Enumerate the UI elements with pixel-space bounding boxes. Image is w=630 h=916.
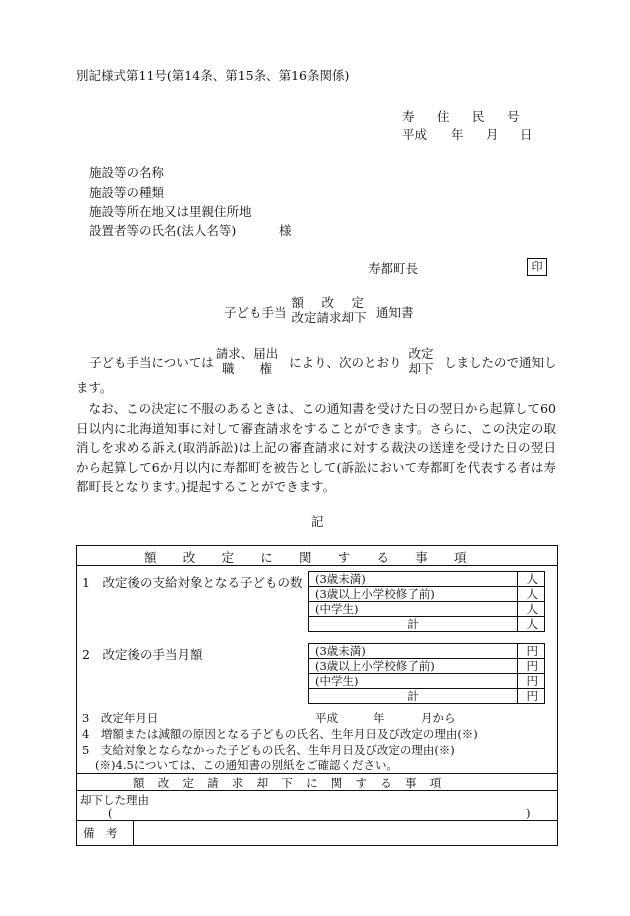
body-line1-a: 子ども手当については xyxy=(89,355,214,370)
divider xyxy=(76,773,558,774)
doc-number: 寿 住 民 号 xyxy=(402,109,525,124)
rejection-paren-open: ( xyxy=(108,806,113,820)
row-unit: 円 xyxy=(518,659,545,674)
table-row xyxy=(309,602,545,617)
row-label: (3歳未満) xyxy=(309,572,518,587)
date-day: 日 xyxy=(520,127,533,142)
facility-type-label: 施設等の種類 xyxy=(89,185,165,200)
row-unit: 人 xyxy=(518,617,545,632)
title-suffix: 通知書 xyxy=(376,305,414,320)
date-era: 平成 xyxy=(402,127,428,142)
choice-request: 請求、届出 xyxy=(215,346,279,361)
body-paragraph-appeal: なお、この決定に不服のあるときは、この通知書を受けた日の翌日から起算して60日以内に北海道知事に対して審査請求をすることができます。さらに、この決定の取消しを求める訴え(取消訴訟)は上記の審査請求に対する裁決の送達を受けた日の翌日から起算して6か月以内に寿都町を被告として(訴訟において寿都町を代表する者は寿都町長となります。)提起することができます。 xyxy=(76,401,556,494)
item2-label: 2 改定後の手当月額 xyxy=(82,647,203,662)
table-row xyxy=(309,617,545,632)
title-options xyxy=(290,295,368,325)
ki-heading: 記 xyxy=(311,514,324,529)
date-month: 月 xyxy=(486,127,499,142)
item3-label: 3 改定年月日 xyxy=(82,711,159,725)
table-row xyxy=(309,587,545,602)
section-rejection-header: 額改定請求却下に関する事項 xyxy=(133,776,455,790)
row-unit: 円 xyxy=(518,674,545,689)
row-label: (3歳以上小学校修了前) xyxy=(309,659,518,674)
row-unit: 人 xyxy=(518,587,545,602)
row-unit: 円 xyxy=(518,689,545,704)
row-label: 計 xyxy=(309,689,518,704)
rejection-paren-close: ) xyxy=(526,806,531,820)
item3-month: 月から xyxy=(421,711,456,725)
divider xyxy=(76,565,558,566)
issuer-title: 寿都町長 xyxy=(368,261,419,276)
row-label: (中学生) xyxy=(309,674,518,689)
children-count-table xyxy=(308,571,545,632)
row-label: (中学生) xyxy=(309,602,518,617)
title-prefix: 子ども手当 xyxy=(224,305,287,320)
row-label: 計 xyxy=(309,617,518,632)
item5-label: 5 支給対象とならなかった子どもの氏名、生年月日及び改定の理由(※) xyxy=(82,743,455,757)
item3-year: 年 xyxy=(373,711,385,725)
divider xyxy=(133,820,134,846)
honorific: 様 xyxy=(279,223,292,238)
table-row xyxy=(309,572,545,587)
seal-mark: 印 xyxy=(527,258,547,276)
choice-revise: 改定 xyxy=(408,346,434,361)
item3-era: 平成 xyxy=(315,711,338,725)
facility-name-label: 施設等の名称 xyxy=(89,165,165,180)
divider xyxy=(76,820,558,821)
row-label: (3歳以上小学校修了前) xyxy=(309,587,518,602)
choice-ex-officio: 職 権 xyxy=(221,361,272,376)
body-choice-origin xyxy=(214,346,280,376)
allowance-amount-table xyxy=(308,643,545,704)
divider xyxy=(76,790,558,791)
item1-label: 1 改定後の支給対象となる子どもの数 xyxy=(82,575,303,590)
remarks-label: 備 考 xyxy=(83,826,118,840)
choice-reject: 却下 xyxy=(408,361,434,376)
row-unit: 人 xyxy=(518,572,545,587)
row-label: (3歳未満) xyxy=(309,644,518,659)
table-row xyxy=(309,674,545,689)
body-choice-action xyxy=(404,346,438,376)
facility-address-label: 施設等所在地又は里親住所地 xyxy=(89,204,252,219)
table-row xyxy=(309,659,545,674)
section-revision-header: 額改定に関する事項 xyxy=(144,550,493,565)
body-line1-b: により、次のとおり xyxy=(289,355,402,370)
body-line1-end: ます。 xyxy=(76,380,113,395)
founder-name-label: 設置者等の氏名(法人名等) xyxy=(89,223,237,238)
title-option-revision: 額 改 定 xyxy=(291,295,367,310)
body-line1-c: しましたので通知し xyxy=(444,355,557,370)
note-attachment: (※)4.5については、この通知書の別紙をご確認ください。 xyxy=(95,758,399,772)
date-year: 年 xyxy=(451,127,464,142)
item4-label: 4 増額または減額の原因となる子どもの氏名、生年月日及び改定の理由(※) xyxy=(82,727,478,741)
table-row xyxy=(309,644,545,659)
row-unit: 人 xyxy=(518,602,545,617)
title-option-rejection: 改定請求却下 xyxy=(291,310,367,325)
row-unit: 円 xyxy=(518,644,545,659)
table-row xyxy=(309,689,545,704)
rejection-reason-label: 却下した理由 xyxy=(80,793,149,807)
form-header: 別記様式第11号(第14条、第15条、第16条関係) xyxy=(76,68,350,83)
